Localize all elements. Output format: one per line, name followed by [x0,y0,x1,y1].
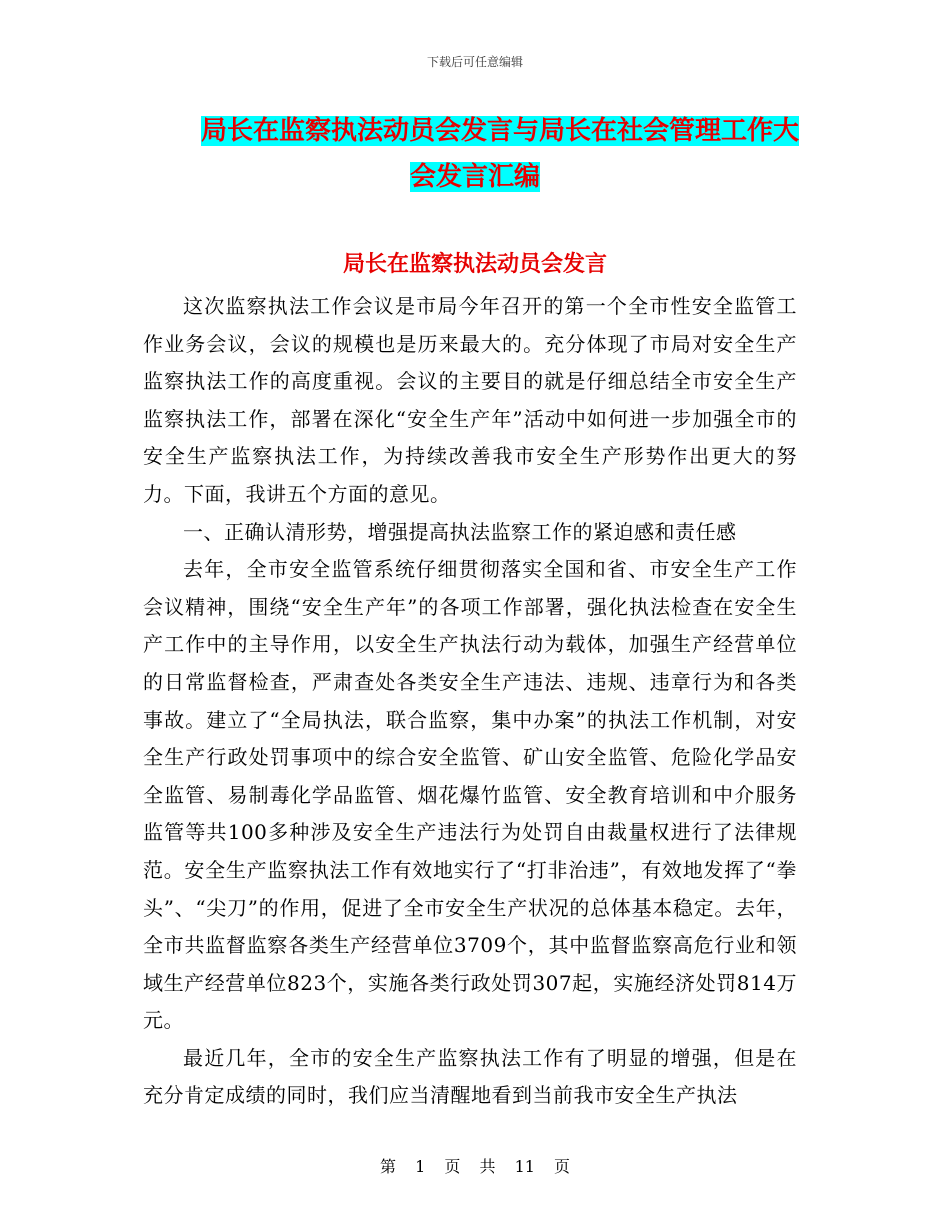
document-title [0,108,950,200]
title-line-1 [0,108,950,154]
footer-page-number: 1 [415,1157,426,1176]
paragraph-4: 最近几年，全市的安全生产监察执法工作有了明显的增强，但是在充分肯定成绩的同时，我们应当清醒地看到当前我市安全生产执法 [143,1045,797,1108]
title-line-2 [0,154,950,200]
paragraph-3: 去年，全市安全监管系统仔细贯彻落实全国和省、市安全生产工作会议精神，围绕“安全生产年”的各项工作部署，强化执法检查在安全生产工作中的主导作用，以安全生产执法行动为载体，加强生产经营单位的日常监督检查，严肃查处各类安全生产违法、违规、违章行为和各类事故。建立了“全局执法，联合监察，集中办案”的执法工作机制，对安全生产行政处罚事项中的综合安全监管、矿山安全监管、危险化学品安全监管、易制毒化学品监管、烟花爆竹监管、安全教育培训和中介服务监管等共100多种涉及安全生产违法行为处罚自由裁量权进行了法律规范。安全生产监察执法工作有效地实行了“打非治违”，有效地发挥了“拳头”、“尖刀”的作用，促进了全市安全生产状况的总体基本稳定。去年，全市共监督监察各类生产经营单位3709个，其中监督监察高危行业和领域生产经营单位823个，实施各类行政处罚307起，实施经济处罚814万元。 [143,557,797,1033]
page-footer [0,1154,950,1177]
paragraph-1: 这次监察执法工作会议是市局今年召开的第一个全市性安全监管工作业务会议，会议的规模也是历来最大的。充分体现了市局对安全生产监察执法工作的高度重视。会议的主要目的就是仔细总结全市安全生产监察执法工作，部署在深化“安全生产年”活动中如何进一步加强全市的安全生产监察执法工作，为持续改善我市安全生产形势作出更大的努力。下面，我讲五个方面的意见。 [143,294,797,506]
footer-total-label: 共 [479,1157,496,1176]
footer-page-prefix: 第 [379,1157,396,1176]
title-line-2-text: 会发言汇编 [409,162,540,192]
paragraph-2: 一、正确认清形势，增强提高执法监察工作的紧迫感和责任感 [183,519,737,544]
footer-page-suffix: 页 [554,1157,571,1176]
header-note: 下载后可任意编辑 [426,55,523,69]
section-title: 局长在监察执法动员会发言 [342,252,607,277]
footer-page-mid: 页 [444,1157,461,1176]
footer-total-pages: 11 [514,1157,535,1176]
body-text [143,288,797,1115]
title-line-1-text: 局长在监察执法动员会发言与局长在社会管理工作大 [200,116,799,146]
